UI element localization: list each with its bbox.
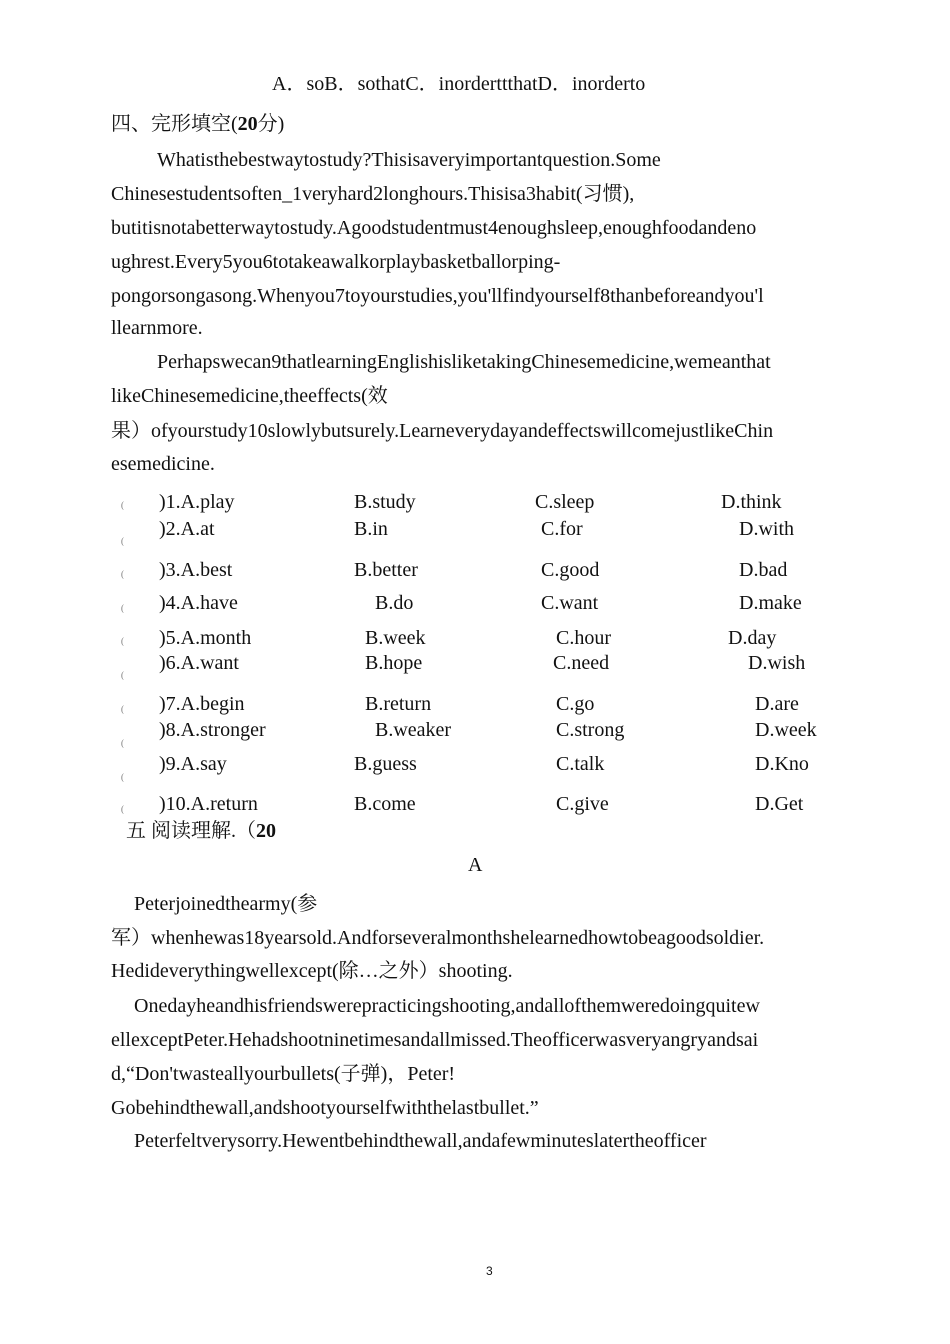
- reading-line: ellexceptPeter.Hehadshootninetimesandallmissed.Theofficerwasveryangryandsai: [111, 1029, 759, 1051]
- option-d: D.day: [728, 627, 777, 649]
- option-a: )6.A.want: [159, 652, 239, 674]
- answer-bracket: (: [121, 500, 124, 510]
- cloze-line: ughrest.Every5you6totakeawalkorplaybasketballorping-: [111, 251, 561, 273]
- option-b: B.week: [365, 627, 426, 649]
- answer-bracket: (: [121, 704, 124, 714]
- option-c: C.sleep: [535, 491, 595, 513]
- option-c: C.give: [556, 793, 609, 815]
- option-d: D.think: [721, 491, 782, 513]
- option-a: )8.A.stronger: [159, 719, 266, 741]
- option-d: D.wish: [748, 652, 806, 674]
- section-five-heading: [126, 818, 276, 844]
- option-d: D.Get: [755, 793, 804, 815]
- option-b: B.better: [354, 559, 418, 581]
- option-a: )4.A.have: [159, 592, 238, 614]
- reading-line: 军）whenhewas18yearsold.Andforseveralmonthshelearnedhowtobeagoodsoldier.: [111, 927, 765, 949]
- answer-bracket: (: [121, 772, 124, 782]
- answer-bracket: (: [121, 636, 124, 646]
- option-a: )1.A.play: [159, 491, 235, 513]
- cloze-line: butitisnotabetterwaytostudy.Agoodstudentmust4enoughsleep,enoughfoodandeno: [111, 217, 757, 239]
- cloze-line: Whatisthebestwaytostudy?Thisisaveryimportantquestion.Some: [157, 149, 661, 171]
- cloze-line: esemedicine.: [111, 453, 215, 475]
- answer-bracket: (: [121, 603, 124, 613]
- reading-line: Onedayheandhisfriendswerepracticingshooting,andallofthemweredoingquitew: [134, 995, 760, 1017]
- option-d: D.are: [755, 693, 799, 715]
- option-d: D.week: [755, 719, 817, 741]
- cloze-line: likeChinesemedicine,theeffects(效: [111, 385, 388, 407]
- answer-bracket: (: [121, 804, 124, 814]
- option-a: )9.A.say: [159, 753, 227, 775]
- option-a: )2.A.at: [159, 518, 215, 540]
- choice-options-line: A．soB．sothatC．inorderttthatD．inorderto: [272, 73, 646, 95]
- option-c: C.talk: [556, 753, 605, 775]
- option-b: B.study: [354, 491, 416, 513]
- cloze-line: pongorsongasong.Whenyou7toyourstudies,you'llfindyourself8thanbeforeandyou'l: [111, 285, 764, 307]
- option-b: B.do: [375, 592, 414, 614]
- answer-bracket: (: [121, 738, 124, 748]
- section-five-label: 五 阅读理解.（: [126, 820, 256, 842]
- option-a: )10.A.return: [159, 793, 258, 815]
- section-four-score: 20: [237, 113, 258, 135]
- option-b: B.guess: [354, 753, 417, 775]
- option-b: B.weaker: [375, 719, 452, 741]
- option-a: )3.A.best: [159, 559, 233, 581]
- answer-bracket: (: [121, 536, 124, 546]
- passage-title: A: [468, 854, 483, 876]
- section-four-label: 四、完形填空(: [111, 113, 238, 135]
- option-c: C.for: [541, 518, 583, 540]
- cloze-line: 果）ofyourstudy10slowlybutsurely.LearneverydayandeffectswillcomejustlikeChin: [111, 420, 774, 442]
- option-c: C.need: [553, 652, 610, 674]
- reading-line: Hedideverythingwellexcept(除…之外）shooting.: [111, 960, 513, 982]
- option-c: C.go: [556, 693, 595, 715]
- cloze-line: Perhapswecan9thatlearningEnglishisliketakingChinesemedicine,wemeanthat: [157, 351, 771, 373]
- option-b: B.return: [365, 693, 432, 715]
- option-a: )5.A.month: [159, 627, 252, 649]
- reading-line: Gobehindthewall,andshootyourselfwiththelastbullet.”: [111, 1097, 539, 1119]
- option-c: C.hour: [556, 627, 611, 649]
- section-four-heading: [111, 111, 284, 137]
- option-d: D.Kno: [755, 753, 809, 775]
- option-a: )7.A.begin: [159, 693, 245, 715]
- option-c: C.strong: [556, 719, 625, 741]
- reading-line: d,“Don'twasteallyourbullets(子弹)，Peter!: [111, 1063, 456, 1085]
- cloze-line: Chinesestudentsoften_1veryhard2longhours.Thisisa3habit(习惯),: [111, 183, 635, 205]
- option-d: D.bad: [739, 559, 788, 581]
- cloze-line: llearnmore.: [111, 317, 203, 339]
- option-b: B.come: [354, 793, 416, 815]
- reading-line: Peterjoinedthearmy(参: [134, 893, 318, 915]
- page-number: 3: [486, 1264, 493, 1278]
- option-b: B.hope: [365, 652, 423, 674]
- option-c: C.good: [541, 559, 600, 581]
- option-d: D.make: [739, 592, 802, 614]
- answer-bracket: (: [121, 569, 124, 579]
- option-d: D.with: [739, 518, 794, 540]
- option-c: C.want: [541, 592, 599, 614]
- answer-bracket: (: [121, 670, 124, 680]
- option-b: B.in: [354, 518, 388, 540]
- reading-line: Peterfeltverysorry.Hewentbehindthewall,andafewminuteslatertheofficer: [134, 1130, 707, 1152]
- section-four-suffix: 分): [257, 113, 285, 135]
- section-five-score: 20: [256, 820, 276, 842]
